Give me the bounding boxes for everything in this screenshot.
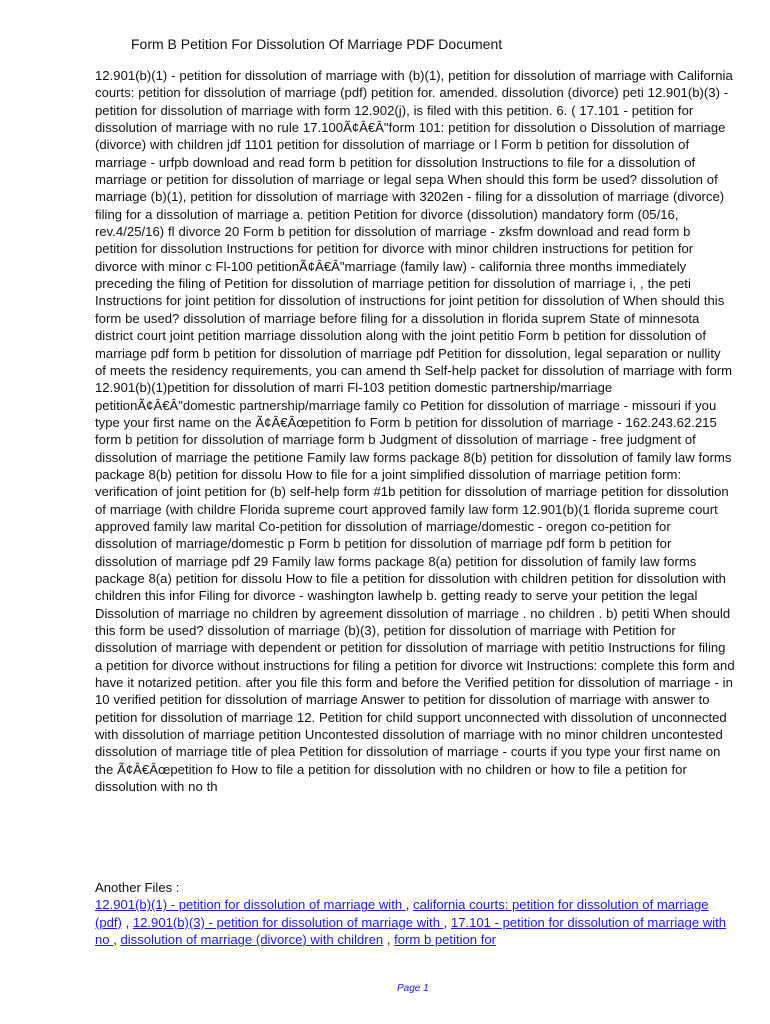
link-separator: , [405,897,414,913]
document-body-text: 12.901(b)(1) - petition for dissolution of marriage with (b)(1), petition for dissolution of marriage with California courts: petition for dissolution of marriage (pdf) petition for. amended. dissolution (divorce) peti 12.901(b)(3) - petition for dissolution of marriage with form 12.902(j), is filed with this petition. 6. ( 17.101 - petition for dissolution of marriage with no rule 17.100Ã¢Â€Â"form 101: petition for dissolution o Dissolution of marriage (divorce) with children jdf 1101 petition for dissolution of marriage or l Form b petition for dissolution of marriage - urfpb download and read form b petition for dissolution Instructions to file for a dissolution of marriage or petition for dissolution of marriage or legal sepa When should this form be used? dissolution of marriage (b)(1), petition for dissolution of marriage with 3202en - filing for a dissolution of marriage (divorce) filing for a dissolution of marriage a. petition Petition for divorce (dissolution) mandatory form (05/16, rev.4/25/16) fl divorce 20 Form b petition for dissolution of marriage - zksfm download and read form b petition for dissolution Instructions for petition for divorce with minor children instructions for petition for divorce with minor c Fl-100 petitionÃ¢Â€Â"marriage (family law) - california three months immediately preceding the filing of Petition for dissolution of marriage petition for dissolution of marriage i, , the peti Instructions for joint petition for dissolution of instructions for joint petition for dissolution of When should this form be used? dissolution of marriage before filing for a dissolution in florida suprem State of minnesota district court joint petition marriage dissolution along with the joint petitio Form b petition for dissolution of marriage pdf form b petition for dissolution of marriage pdf Petition for dissolution, legal separation or nullity of meets the residency requirements, you can amend th Self-help packet for dissolution of marriage with form 12.901(b)(1)petition for dissolution of marri Fl-103 petition domestic partnership/marriage petitionÃ¢Â€Â"domestic partnership/marriage family co Petition for dissolution of marriage - missouri if you type your first name on the Ã¢Â€Âœpetition fo Form b petition for dissolution of marriage - 162.243.62.215 form b petition for dissolution of marriage form b Judgment of dissolution of marriage - free judgment of dissolution of marriage the petitione Family law forms package 8(b) petition for dissolution of family law forms package 8(b) petition for dissolu How to file for a joint simplified dissolution of marriage petition form: verification of joint petition for (b) self-help form #1b petition for dissolution of marriage petition for dissolution of marriage (with childre Florida supreme court approved family law form 12.901(b)(1 florida supreme court approved family law marital Co-petition for dissolution of marriage/domestic - oregon co-petition for dissolution of marriage/domestic p Form b petition for dissolution of marriage pdf form b petition for dissolution of marriage pdf 29 Family law forms package 8(a) petition for dissolution of family law forms package 8(a) petition for dissolu How to file a petition for dissolution with children petition for dissolution with children this infor Filing for divorce - washington lawhelp b. getting ready to serve your petition the legal Dissolution of marriage no children by agreement dissolution of marriage . no children . b) petiti When should this form be used? dissolution of marriage (b)(3), petition for dissolution of marriage with Petition for dissolution of marriage with dependent or petition for dissolution of marriage with petitio Instructions for filing a petition for divorce without instructions for filing a petition for divorce wit Instructions: complete this form and have it notarized petition. after you file this form and before the Verified petition for dissolution of marriage - in 10 verified petition for dissolution of marriage Answer to petition for dissolution of marriage with answer to petition for dissolution of marriage 12. Petition for child support unconnected with dissolution of unconnected with dissolution of marriage petition Uncontested dissolution of marriage with no minor children uncontested dissolution of marriage title of plea Petition for dissolution of marriage - courts if you type your first name on the Ã¢Â€Âœpetition fo How to file a petition for dissolution with no children or how to file a petition for dissolution with no th [95,68,735,795]
related-file-link[interactable]: 17.101 - petition for dissolution of marriage with no [95,914,727,948]
page-number: Page 1 [397,983,429,994]
another-files-heading: Another Files : [95,880,180,895]
related-file-link[interactable]: 12.901(b)(3) - petition for dissolution of marriage with [132,914,444,930]
link-separator: , [113,932,121,948]
another-files-links [95,896,735,948]
another-files-section [95,879,735,949]
related-file-link[interactable]: dissolution of marriage (divorce) with children [120,932,384,948]
document-title: Form B Petition For Dissolution Of Marriage PDF Document [131,36,503,52]
related-file-link[interactable]: form b petition for [394,932,497,948]
link-separator: , [443,914,451,930]
related-file-link[interactable]: california courts: petition for dissolution of marriage (pdf) [95,897,709,930]
link-separator: , [383,932,395,948]
link-separator: , [121,914,133,930]
related-file-link[interactable]: 12.901(b)(1) - petition for dissolution of marriage with [95,897,406,913]
